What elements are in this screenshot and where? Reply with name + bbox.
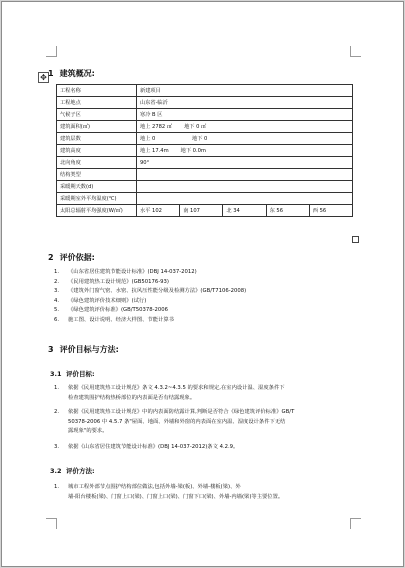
table-resize-handle-icon[interactable] [352, 236, 359, 243]
table-cell: 西 56 [309, 205, 352, 217]
list-number: 1. [54, 385, 60, 391]
section-heading-2 [48, 252, 95, 263]
list-number: 1. [54, 269, 60, 275]
table-cell: 南 107 [180, 205, 223, 217]
table-value [137, 145, 353, 157]
table-key: 采暖期室外平均温度(℃) [57, 193, 137, 205]
table-key: 北向角度 [57, 157, 137, 169]
value-below-ground: 地下 0 ㎡ [184, 124, 207, 130]
section-heading-3 [48, 344, 119, 355]
list-number: 3. [54, 444, 60, 450]
crop-mark-bottom-left [46, 518, 57, 529]
goal-item-1 [54, 384, 350, 403]
table-cell: 水平 102 [137, 205, 180, 217]
value-above-ground: 地上 2782 ㎡ [140, 124, 173, 130]
list-text: 露现象"的要求。 [68, 428, 108, 434]
subsection-heading-3-1 [50, 369, 95, 378]
table-row [57, 133, 353, 145]
building-info-table [56, 84, 353, 217]
table-row [57, 121, 353, 133]
list-number: 2. [54, 409, 60, 415]
table-value [137, 133, 353, 145]
value-below-ground: 地下 0.0m [180, 148, 206, 154]
list-number: 6. [54, 316, 60, 323]
section-title: 建筑概况: [59, 69, 95, 78]
list-number: 2. [54, 278, 60, 285]
value-above-ground: 地上 0 [140, 136, 156, 142]
goal-item-2 [54, 408, 350, 437]
table-row [57, 145, 353, 157]
list-text: 城市工程外部节点围护结构部位做法,包括外墙-梁(板)、外墙-楼板(梁)、外 [68, 484, 241, 490]
goal-item-3 [54, 443, 350, 453]
basis-list [54, 268, 246, 325]
list-text: 《山东省居住建筑节能设计标准》(DBJ 14-037-2012) [68, 269, 197, 275]
table-value [137, 169, 353, 181]
table-value: 山东省-临沂 [137, 97, 353, 109]
section-number: 2 [48, 253, 54, 262]
list-number: 5. [54, 307, 60, 313]
table-key: 建筑层数 [57, 133, 137, 145]
table-value [137, 121, 353, 133]
table-row [57, 109, 353, 121]
list-item [54, 316, 246, 326]
table-key: 结构类型 [57, 169, 137, 181]
list-text: 依据《民用建筑热工设计规范》条文 4.3.2~4.3.5 的要求和规定,在室内设计温、湿度条件下 [68, 385, 285, 391]
list-text: 依据《民用建筑热工设计规范》中的内表面防结露计算,判断是否符合《绿色建筑评价标准》GB/T [68, 409, 295, 415]
section-title: 评价目标与方法: [59, 345, 119, 354]
table-value: 寒冷 B 区 [137, 109, 353, 121]
section-title: 评价依据: [59, 253, 95, 262]
list-text: 《建筑外门窗气密、水密、抗风压性能分级及检测方法》(GB/T7106-2008) [68, 288, 247, 294]
table-value [137, 193, 353, 205]
table-key: 建筑高度 [57, 145, 137, 157]
section-number: 1 [48, 69, 54, 78]
crop-mark-top-left [46, 46, 57, 57]
method-item-1 [54, 483, 350, 502]
list-text: 《绿色建筑评价技术细则》(试行) [68, 297, 147, 304]
table-cell: 东 56 [266, 205, 309, 217]
subsection-number: 3.2 [50, 467, 62, 475]
subsection-title: 评价方法: [66, 467, 95, 475]
table-value: 新建项目 [137, 85, 353, 97]
list-number: 4. [54, 297, 60, 304]
table-row [57, 181, 353, 193]
list-text: 施工图、设计说明、经济大样图、节能计算书 [68, 316, 174, 323]
list-item [54, 306, 246, 316]
subsection-number: 3.1 [50, 370, 62, 378]
table-key: 采暖期天数(d) [57, 181, 137, 193]
table-row [57, 169, 353, 181]
list-text: 检查建筑围护结构热桥部位的内表面是否有结露现象。 [68, 394, 196, 401]
list-item [54, 268, 246, 278]
table-key: 建筑面积(㎡) [57, 121, 137, 133]
table-key: 工程名称 [57, 85, 137, 97]
value-below-ground: 地下 0 [192, 136, 208, 142]
list-item [54, 278, 246, 288]
table-row [57, 205, 353, 217]
list-text: 50378-2006 中 4.5.7 条"屋面、地面、外墙和外窗的内表面在室内温、湿度设计条件下无结 [68, 418, 286, 425]
table-row [57, 157, 353, 169]
table-row [57, 97, 353, 109]
table-value: 90° [137, 157, 353, 169]
crop-mark-top-right [350, 46, 361, 57]
table-key: 工程地点 [57, 97, 137, 109]
table-row [57, 85, 353, 97]
crop-mark-bottom-right [350, 518, 361, 529]
list-number: 3. [54, 288, 60, 294]
table-value [137, 181, 353, 193]
value-above-ground: 地上 17.4m [140, 148, 169, 154]
table-key: 气候子区 [57, 109, 137, 121]
table-move-handle-icon[interactable]: ✥ [38, 72, 49, 83]
list-text: 《民用建筑热工设计规范》(GB50176-93) [68, 278, 169, 285]
document-page [1, 1, 404, 567]
subsection-title: 评价目标: [66, 370, 95, 378]
list-text: 依据《山东省居住建筑节能设计标准》(DBJ 14-037-2012)条文 4.2.9。 [68, 444, 239, 450]
section-number: 3 [48, 345, 54, 354]
section-heading-1 [48, 68, 95, 79]
table-row [57, 193, 353, 205]
list-text: 《绿色建筑评价标准》(GB/T50378-2006 [68, 307, 169, 313]
list-item [54, 297, 246, 307]
table-cell: 北 34 [223, 205, 266, 217]
list-number: 1. [54, 484, 60, 490]
list-text: 墙-阳台楼板(梁)、门窗上口(梁)、门窗上口(梁)、门窗下口(梁)、外墙-内墙(梁)等主要位置。 [68, 493, 284, 500]
subsection-heading-3-2 [50, 466, 95, 475]
table-key: 太阳总辐射平均强度(W/㎡) [57, 205, 137, 217]
list-item [54, 287, 246, 297]
